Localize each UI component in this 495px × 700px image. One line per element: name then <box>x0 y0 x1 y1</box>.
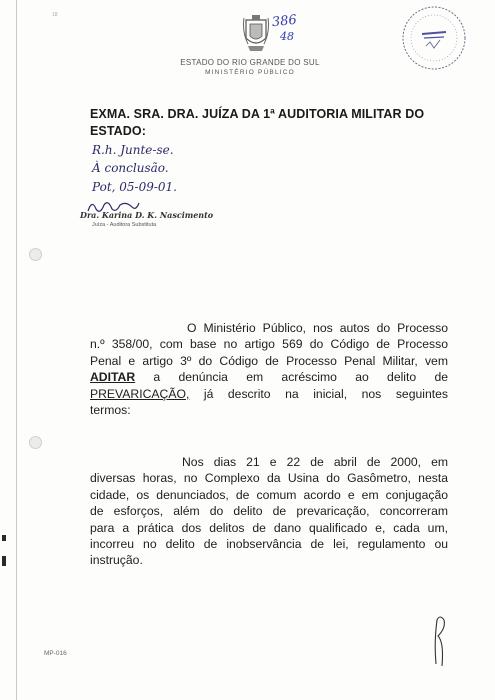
text-line: n.º 358/00, com base no artigo 569 do Código de Processo <box>90 337 448 352</box>
text-line: termos: <box>90 403 131 418</box>
scan-edge-mark <box>2 535 6 541</box>
text-line: PREVARICAÇÃO, já descrito na inicial, nos seguintes <box>90 386 448 401</box>
signature-title: Juíza - Auditora Substituta <box>92 222 157 228</box>
text-line: instrução. <box>90 553 143 568</box>
page-number-stamp: 386 <box>271 12 298 31</box>
text-line: Nos dias 21 e 22 de abril de 2000, em <box>182 455 448 469</box>
state-crest-icon <box>240 14 272 54</box>
page-rubric-icon <box>428 612 450 668</box>
punch-hole <box>29 248 42 261</box>
text-line: de esforços, além do delito de prevaricação, concorreram <box>90 504 448 519</box>
text-line: O Ministério Público, nos autos do Processo <box>187 321 448 335</box>
protocol-stamp-icon <box>400 4 468 72</box>
page-number-initials: 48 <box>280 30 294 43</box>
text-line: diversas horas, no Complexo da Usina do Gasômetro, nesta <box>90 471 448 486</box>
form-code: MP-016 <box>44 650 67 657</box>
text-line: para a prática dos delitos de dano qualificado e, cada um, <box>90 520 448 535</box>
text-line: incorreu no delito de inobservância de lei, regulamento ou <box>90 537 448 552</box>
handwritten-dispatch-date: Pot, 05-09-01. <box>92 180 177 194</box>
emphasized-term: PREVARICAÇÃO, <box>90 386 190 401</box>
address-line: EXMA. SRA. DRA. JUÍZA DA 1ª AUDITORIA MILITAR DO <box>90 107 425 121</box>
signature-name: Dra. Karina D. K. Nascimento <box>80 210 214 220</box>
tiny-mark: 18 <box>52 12 58 18</box>
handwritten-dispatch-line: R.h. Junte-se. <box>92 143 174 157</box>
address-heading <box>90 106 460 140</box>
header-state-name: ESTADO DO RIO GRANDE DO SUL <box>180 58 320 67</box>
handwritten-dispatch-line: À conclusão. <box>92 161 169 175</box>
emphasized-term: ADITAR <box>90 370 136 385</box>
text-line: cidade, os denunciados, de comum acordo e em conjugação <box>90 487 448 502</box>
punch-hole <box>29 436 42 449</box>
body-paragraph-2 <box>90 454 448 569</box>
text-line: Penal e artigo 3º do Código de Processo Penal Militar, vem <box>90 353 448 368</box>
scan-edge-mark <box>2 556 6 566</box>
body-paragraph-1 <box>90 320 448 418</box>
address-line: ESTADO: <box>90 124 147 138</box>
text-line: ADITAR a denúncia em acréscimo ao delito de <box>90 370 449 385</box>
page-edge-line <box>16 0 17 700</box>
header-institution: MINISTÉRIO PÚBLICO <box>205 69 295 76</box>
